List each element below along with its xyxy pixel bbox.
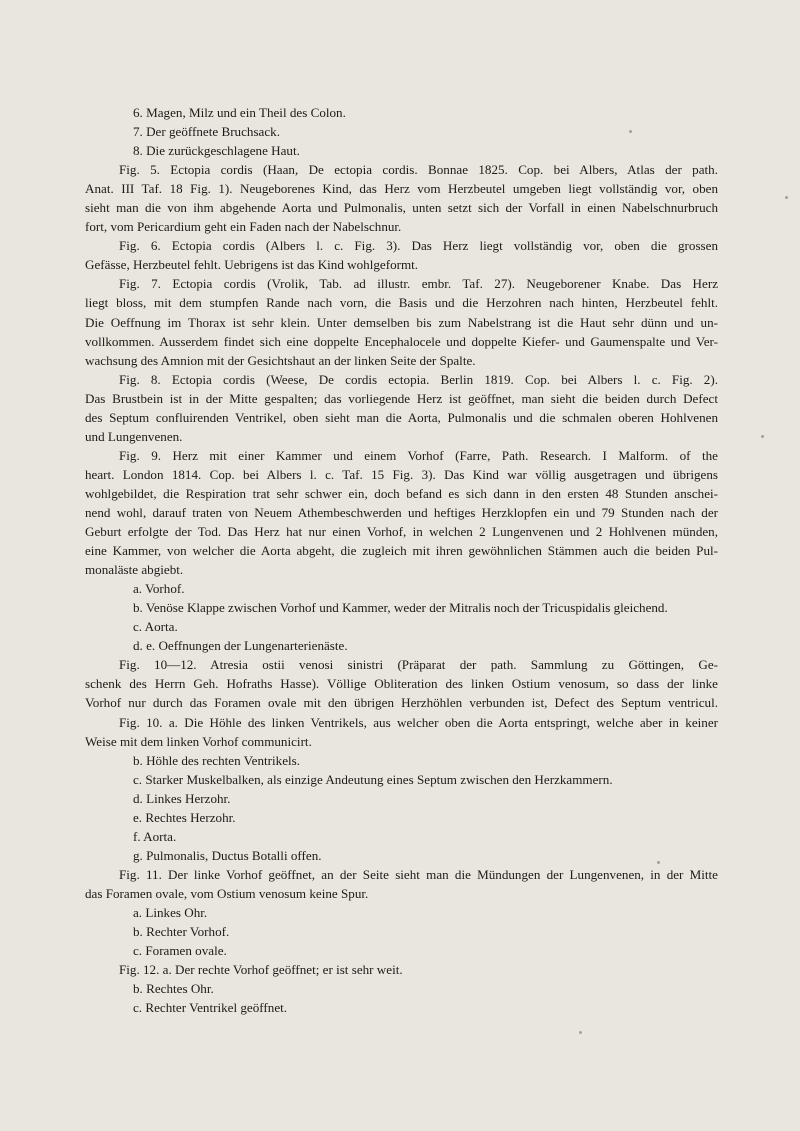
text-line: Vorhof nur durch das Foramen ovale mit den übrigen Herzhöhlen verbunden ist, Defect des Septum ventricul. [85,695,718,711]
text-line: c. Starker Muskelbalken, als einzige Andeutung eines Septum zwischen den Herzkammern. [133,771,613,787]
text-line: Die Oeffnung im Thorax ist sehr klein. Unter demselben bis zum Nabelstrang ist die Haut sehr dünn und un- [85,314,718,330]
text-line: vollkommen. Ausserdem findet sich eine doppelte Encephalocele und doppelte Kiefer- und Gaumenspalte und Ver- [85,333,718,349]
text-block [85,103,718,1017]
text-line: Das Brustbein ist in der Mitte gespalten; das vorliegende Herz ist geöffnet, man sieht die beiden durch Defect [85,390,718,406]
print-speck [761,435,764,438]
text-line: c. Rechter Ventrikel geöffnet. [133,1000,288,1016]
text-line: Fig. 6. Ectopia cordis (Albers l. c. Fig. 3). Das Herz liegt vollständig vor, oben die grossen [119,238,718,254]
text-line: Geburt erfolgte der Tod. Das Herz hat nur einen Vorhof, in welchen 2 Lungenvenen und 2 Hohlvenen münden, [85,524,718,540]
text-line: wohlgebildet, die Respiration trat sehr schwer ein, doch befand es sich dann in den ersten 48 Stunden anschei- [85,485,718,501]
text-line: 8. Die zurückgeschlagene Haut. [133,143,300,159]
text-line: Fig. 10—12. Atresia ostii venosi sinistri (Präparat der path. Sammlung zu Göttingen, Ge- [119,657,718,673]
text-line: c. Aorta. [133,619,178,635]
text-line: 6. Magen, Milz und ein Theil des Colon. [133,105,346,120]
text-line: Fig. 8. Ectopia cordis (Weese, De cordis ectopia. Berlin 1819. Cop. bei Albers l. c. Fig. 2). [119,371,718,387]
text-line: e. Rechtes Herzohr. [133,809,236,825]
text-line: nend wohl, darauf traten von Neuem Athembeschwerden und heftiges Herzklopfen ein und 79 Stunden nach der [85,504,718,520]
text-line: d. Linkes Herzohr. [133,790,231,806]
text-line: 7. Der geöffnete Bruchsack. [133,124,281,140]
text-line: schenk des Herrn Geh. Hofraths Hasse). Völlige Obliteration des linken Ostium venosum, so dass der linke [85,676,718,692]
text-line: das Foramen ovale, vom Ostium venosum keine Spur. [85,885,369,901]
text-line: b. Rechter Vorhof. [133,924,230,940]
print-speck [629,130,632,133]
text-line: d. e. Oeffnungen der Lungenarterienäste. [133,638,348,654]
text-line: eine Kammer, von welcher die Aorta abgeht, die zugleich mit ihren gewöhnlichen Stämmen auch die beiden Pul- [85,543,718,559]
text-line: heart. London 1814. Cop. bei Albers l. c. Taf. 15 Fig. 3). Das Kind war völlig ausgetragen und übrigens [85,466,718,482]
text-line: Fig. 11. Der linke Vorhof geöffnet, an der Seite sieht man die Mündungen der Lungenvenen, in der Mitte [119,866,718,882]
text-line: a. Linkes Ohr. [133,904,208,920]
text-line: b. Venöse Klappe zwischen Vorhof und Kammer, weder der Mitralis noch der Tricuspidalis gleichend. [133,600,668,616]
text-line: monaläste abgiebt. [85,562,184,578]
text-line: g. Pulmonalis, Ductus Botalli offen. [133,847,322,863]
text-line: liegt bloss, mit dem stumpfen Rande nach vorn, die Basis und die Herzohren nach hinten, Herzbeutel fehlt. [85,295,718,311]
text-line: sieht man die von ihm abgehende Aorta und Pulmonalis, unten setzt sich der Vorfall in einen Nabelschnurbruch [85,200,718,216]
text-line: Fig. 12. a. Der rechte Vorhof geöffnet; er ist sehr weit. [119,962,403,978]
text-line: Fig. 5. Ectopia cordis (Haan, De ectopia cordis. Bonnae 1825. Cop. bei Albers, Atlas der path. [119,162,718,178]
text-line: wachsung des Amnion mit der Gesichtshaut an der linken Seite der Spalte. [85,352,476,368]
text-line: c. Foramen ovale. [133,943,227,959]
text-line: b. Höhle des rechten Ventrikels. [133,752,301,768]
text-line: f. Aorta. [133,828,177,844]
text-line: des Septum confluirenden Ventrikel, oben sieht man die Aorta, Pulmonalis und die schmalen oberen Hohlvenen [85,409,718,425]
text-line: Fig. 9. Herz mit einer Kammer und einem Vorhof (Farre, Path. Research. I Malform. of the [119,447,718,463]
text-line: und Lungenvenen. [85,428,183,444]
text-line: fort, vom Pericardium geht ein Faden nach der Nabelschnur. [85,219,402,235]
print-speck [579,1031,582,1034]
text-line: Anat. III Taf. 18 Fig. 1). Neugeborenes Kind, das Herz vom Herzbeutel umgeben liegt vollständig vor, oben [85,181,718,197]
text-line: Weise mit dem linken Vorhof communicirt. [85,733,312,749]
text-line: b. Rechtes Ohr. [133,981,214,997]
text-line: a. Vorhof. [133,581,185,597]
print-speck [785,196,788,199]
text-line: Fig. 7. Ectopia cordis (Vrolik, Tab. ad illustr. embr. Taf. 27). Neugeborener Knabe. Das Herz [119,276,718,292]
text-line: Fig. 10. a. Die Höhle des linken Ventrikels, aus welcher oben die Aorta entspringt, welche aber in keiner [119,714,718,730]
text-line: Gefässe, Herzbeutel fehlt. Uebrigens ist das Kind wohlgeformt. [85,257,419,273]
print-speck [657,861,660,864]
